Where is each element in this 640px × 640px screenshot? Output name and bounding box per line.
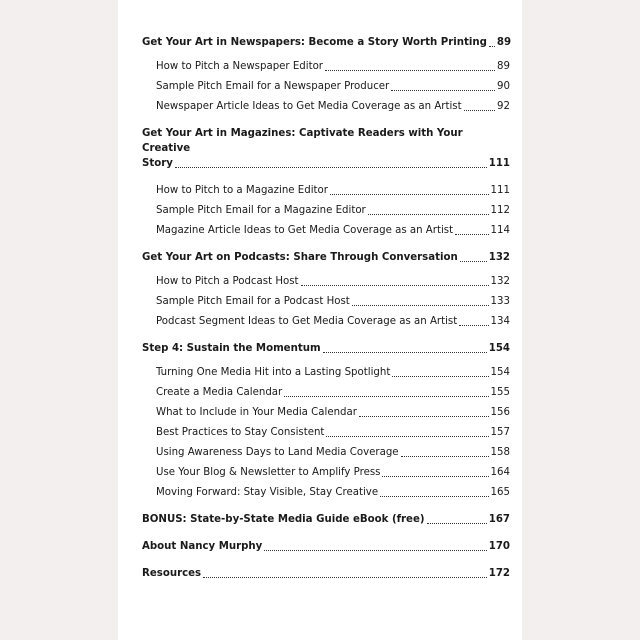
dot-leader [455,233,488,235]
dot-leader [368,213,489,215]
page-number: 156 [490,407,510,418]
book-page [118,0,522,640]
item-title: Sample Pitch Email for a Newspaper Producer [156,81,390,92]
dot-leader [284,395,488,397]
item-title: Newspaper Article Ideas to Get Media Coverage as an Artist [156,101,462,112]
item-title: Sample Pitch Email for a Podcast Host [156,296,350,307]
dot-leader [325,69,495,71]
chapter-title: BONUS: State-by-State Media Guide eBook (free) [142,514,425,525]
page-number: 154 [490,367,510,378]
item-title: How to Pitch a Podcast Host [156,276,299,287]
dot-leader [489,45,495,47]
dot-leader [401,455,489,457]
item-title: Use Your Blog & Newsletter to Amplify Press [156,467,381,478]
toc-chapter-newspapers[interactable] [142,35,510,50]
dot-leader [464,109,495,111]
item-title: Turning One Media Hit into a Lasting Spotlight [156,367,391,378]
dot-leader [323,351,487,353]
page-number: 157 [490,427,510,438]
toc-item[interactable] [142,203,510,218]
toc-chapter-resources[interactable] [142,566,510,581]
page-number: 154 [488,343,510,354]
page-number: 111 [488,158,510,169]
toc-chapter-step-4[interactable] [142,341,510,356]
dot-leader [459,324,488,326]
toc-chapter-magazines[interactable] [142,126,510,171]
page-number: 134 [490,316,510,327]
chapter-title-line-2-row [142,156,510,171]
toc-item[interactable] [142,365,510,380]
toc-item[interactable] [142,465,510,480]
toc-item[interactable] [142,385,510,400]
chapter-title: Get Your Art on Podcasts: Share Through Conversation [142,252,458,263]
dot-leader [175,166,487,168]
page-number: 89 [496,37,512,48]
item-title: Using Awareness Days to Land Media Coverage [156,447,399,458]
dot-leader [264,549,486,551]
item-title: How to Pitch to a Magazine Editor [156,185,328,196]
toc-item[interactable] [142,445,510,460]
toc-chapter-about[interactable] [142,539,510,554]
page-number: 112 [490,205,510,216]
chapter-title: Resources [142,568,202,579]
page-number: 92 [497,101,510,112]
page-number: 158 [490,447,510,458]
toc-item[interactable] [142,485,510,500]
dot-leader [326,435,488,437]
toc-item[interactable] [142,405,510,420]
page-number: 132 [490,276,510,287]
dot-leader [392,375,488,377]
item-title: Sample Pitch Email for a Magazine Editor [156,205,366,216]
page-number: 133 [490,296,510,307]
page-number: 114 [490,225,510,236]
item-title: Magazine Article Ideas to Get Media Coverage as an Artist [156,225,454,236]
item-title: Podcast Segment Ideas to Get Media Coverage as an Artist [156,316,458,327]
dot-leader [427,522,487,524]
toc-item[interactable] [142,99,510,114]
page-number: 89 [497,61,510,72]
toc-item[interactable] [142,294,510,309]
table-of-contents [142,35,510,581]
page-number: 111 [490,185,510,196]
toc-chapter-podcasts[interactable] [142,250,510,265]
toc-item[interactable] [142,314,510,329]
toc-chapter-bonus[interactable] [142,512,510,527]
page-number: 167 [488,514,510,525]
page-number: 164 [490,467,510,478]
dot-leader [352,304,489,306]
chapter-title: About Nancy Murphy [142,541,263,552]
chapter-title: Get Your Art in Newspapers: Become a Story Worth Printing [142,37,487,48]
dot-leader [301,284,489,286]
item-title: What to Include in Your Media Calendar [156,407,357,418]
toc-item[interactable] [142,223,510,238]
chapter-title-line-2: Story [142,158,173,169]
dot-leader [330,193,489,195]
item-title: Moving Forward: Stay Visible, Stay Creative [156,487,379,498]
dot-leader [359,415,489,417]
toc-item[interactable] [142,425,510,440]
page-number: 170 [488,541,510,552]
dot-leader [380,495,488,497]
item-title: How to Pitch a Newspaper Editor [156,61,323,72]
page-number: 172 [488,568,510,579]
page-number: 165 [490,487,510,498]
page-number: 155 [490,387,510,398]
dot-leader [391,89,495,91]
toc-item[interactable] [142,183,510,198]
toc-item[interactable] [142,79,510,94]
dot-leader [382,475,488,477]
item-title: Best Practices to Stay Consistent [156,427,325,438]
toc-item[interactable] [142,274,510,289]
page-number: 132 [488,252,510,263]
dot-leader [203,576,487,578]
dot-leader [460,260,487,262]
item-title: Create a Media Calendar [156,387,283,398]
page-number: 90 [497,81,510,92]
toc-item[interactable] [142,59,510,74]
chapter-title: Step 4: Sustain the Momentum [142,343,321,354]
chapter-title-line-1: Get Your Art in Magazines: Captivate Readers with Your Creative [142,128,463,154]
